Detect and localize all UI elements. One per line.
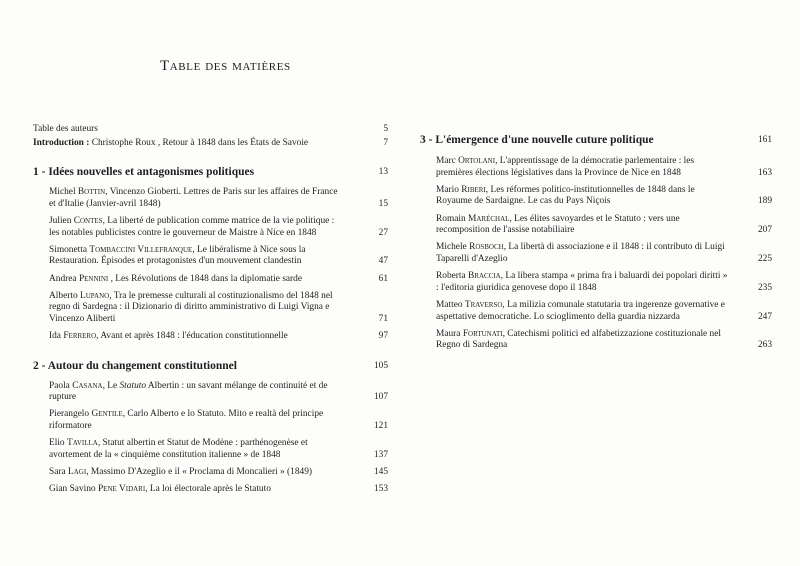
entry-title: La libertà di associazione e il 1848 : il contributo di Luigi Taparelli d'Azeglio [436,242,725,264]
page-number: 105 [373,360,388,371]
author-last-name: Pennini [78,273,109,284]
entry-title: Massimo D'Azeglio e il « Proclama di Moncalieri » (1849) [90,467,313,478]
toc-entry[interactable] [49,187,388,210]
author-first-name: Elio [49,438,65,449]
separator: , [509,213,515,224]
author-last-name: Tombaccini Villefranque [89,244,193,255]
author-last-name: Casana [72,380,103,391]
page-number: 97 [378,331,388,342]
toc-entry[interactable] [49,331,388,343]
section-title: 1 - Idées nouvelles et antagonismes politiques [33,166,255,179]
page-number: 235 [757,282,772,293]
toc-entry[interactable] [49,245,388,268]
author-first-name: Andrea [49,273,77,284]
separator: , [122,409,128,420]
separator: , [503,242,509,253]
entry-title: Statut albertin et Statut de Modène : parthénogenèse et avortement de la « cinquième constitution italienne » de 1848 [49,438,308,460]
author-last-name: Bottin [77,187,106,198]
page-number: 121 [373,421,388,432]
entry-title: La liberté de publication comme matrice de la vie politique : les notables publicistes contre le gouverneur de Maistre à Nice en 1848 [49,215,335,238]
author-last-name: Lupano [79,290,110,301]
page-number: 5 [383,124,388,134]
separator: , [502,328,508,339]
separator: , [86,467,91,478]
page-number: 153 [373,484,388,495]
toc-entry[interactable] [49,274,388,286]
toc-entry[interactable] [49,381,388,404]
author-first-name: Mario [436,184,459,195]
author-last-name: Gentile [91,409,123,420]
author-last-name: Tavilla [66,438,98,449]
front-item-label: Introduction : [33,137,90,148]
author-last-name: Pene Vidari [97,484,146,495]
toc-entry[interactable] [436,271,772,294]
page-number: 47 [378,256,388,267]
toc-entry[interactable] [436,242,772,265]
author-first-name: Sara [49,467,66,478]
author-first-name: Romain [436,213,466,224]
author-first-name: Simonetta [49,244,88,255]
page-number: 15 [378,198,388,209]
front-item-label: Table des auteurs [33,124,98,134]
entry-title-italic: Statuto [119,380,147,391]
separator: , [145,484,150,495]
section-entries [33,381,388,496]
page-number: 107 [373,392,388,403]
separator: , [192,244,198,255]
section-heading[interactable] [33,165,388,179]
entry-title: La libera stampa « prima fra i baluardi dei popolari diritti » : l'editoria giuridica genovese dopo il 1848 [436,271,728,293]
separator: , [108,273,116,284]
author-first-name: Gian Savino [49,484,96,495]
author-last-name: Fortunati [462,328,503,339]
separator: , [105,187,110,198]
author-first-name: Paola [49,380,70,391]
toc-entry[interactable] [49,409,388,432]
entry-title: La loi électorale après le Statuto [149,484,271,495]
author-first-name: Maura [436,328,461,339]
author-last-name: Maréchal [468,213,510,224]
entry-title: Les élites savoyardes et le Statuto : vers une recomposition de l'assise notabiliaire [436,213,680,236]
page-number: 207 [757,225,772,236]
page-number: 71 [378,313,388,324]
page-number: 225 [757,253,772,264]
page-number: 163 [757,167,772,178]
separator: , [96,331,101,342]
author-last-name: Traverso [464,299,503,310]
toc-entry[interactable] [49,438,388,461]
separator: , [97,438,103,449]
author-first-name: Alberto [49,290,78,301]
page-number: 27 [378,227,388,238]
separator: , [485,184,491,195]
toc-entry[interactable] [436,185,772,208]
section-title: 3 - L'émergence d'une nouvelle cuture politique [420,134,654,146]
author-first-name: Matteo [436,299,463,310]
separator: , [109,290,114,301]
page-number: 13 [378,167,388,178]
author-first-name: Michel [49,187,76,198]
page-number: 161 [757,135,772,145]
author-last-name: Riberi [461,184,486,195]
entry-title: Les Révolutions de 1848 dans la diplomatie sarde [115,273,302,284]
separator: , [500,271,506,282]
author-first-name: Ida [49,331,61,342]
entry-title: Vincenzo Gioberti. Lettres de Paris sur les affaires de France et d'Italie (Janvier-avril 1848) [49,187,338,209]
author-first-name: Michele [436,242,467,253]
separator: , [102,215,108,226]
section-title: 2 - Autour du changement constitutionnel [33,359,237,372]
author-last-name: Braccia [468,271,501,282]
author-first-name: Pierangelo [49,409,90,420]
section-heading[interactable] [420,133,772,147]
entry-title: Les réformes politico-institutionnelles de 1848 dans le Royaume de Sardaigne. Le cas du Pays Niçois [436,184,695,207]
entry-title-cont: Albertin : un savant mélange de continuité et de rupture [49,380,328,403]
entry-title: Carlo Alberto e lo Statuto. Mito e realtà del principe riformatore [49,409,324,432]
toc-entry[interactable] [49,484,388,496]
page-number: 137 [373,449,388,460]
section-entries [420,156,772,352]
author-last-name: Ortolani [458,156,496,166]
entry-title: Le libéralisme à Nice sous la Restauration. Épisodes et protagonistes d'un mouvement clandestin [49,244,306,267]
entry-title: La milizia comunale statutaria tra ingerenze governative e aspettative democratiche. Lo scioglimento della guardia nizzarda [436,299,725,322]
page-title: Table des matières [160,58,291,74]
page-number: 247 [757,311,772,322]
entry-title: Le [107,380,120,391]
separator: , [102,380,108,391]
page-number: 61 [378,273,388,284]
page-number: 7 [383,137,388,148]
toc-entry[interactable] [49,216,388,239]
toc-front-item[interactable] [33,124,388,136]
entry-title: Tra le premesse culturali al costituzionalismo del 1848 nel regno di Sardegna : il Dizionario di diritto amministrativo di Luigi Vigna e Vincenzo Aliberti [49,290,333,324]
toc-left-column [33,124,388,501]
author-last-name: Contes [73,215,103,226]
toc-entry[interactable] [49,291,388,326]
author-last-name: Rosboch [469,242,504,253]
toc-right-column [420,133,772,357]
toc-entry[interactable] [436,329,772,352]
section-entries [33,187,388,343]
toc-entry[interactable] [436,214,772,237]
page-number: 263 [757,340,772,351]
entry-title: Catechismi politici ed alfabetizzazione costituzionale nel Regno di Sardegna [436,328,722,351]
author-first-name: Julien [49,215,72,226]
toc-entry[interactable] [49,467,388,479]
page-number: 189 [757,196,772,207]
toc-entry[interactable] [436,300,772,323]
author-first-name: Roberta [436,271,466,282]
separator: , [502,299,508,310]
entry-title: Avant et après 1848 : l'éducation constitutionnelle [100,331,288,342]
entry-title: L'apprentissage de la démocratie parlementaire : les premières élections législatives dans la Province de Nice en 1848 [436,156,695,178]
separator: , [495,156,500,166]
page-number: 145 [373,467,388,478]
toc-entry[interactable] [436,156,772,179]
toc-front-item[interactable]: Introduction : Christophe Roux , Retour à 1848 dans les États de Savoie 7 [33,137,388,148]
author-last-name: Lagi [68,467,87,478]
author-first-name: Marc [436,156,456,166]
author-last-name: Ferrero [63,331,97,342]
section-heading[interactable] [33,359,388,373]
